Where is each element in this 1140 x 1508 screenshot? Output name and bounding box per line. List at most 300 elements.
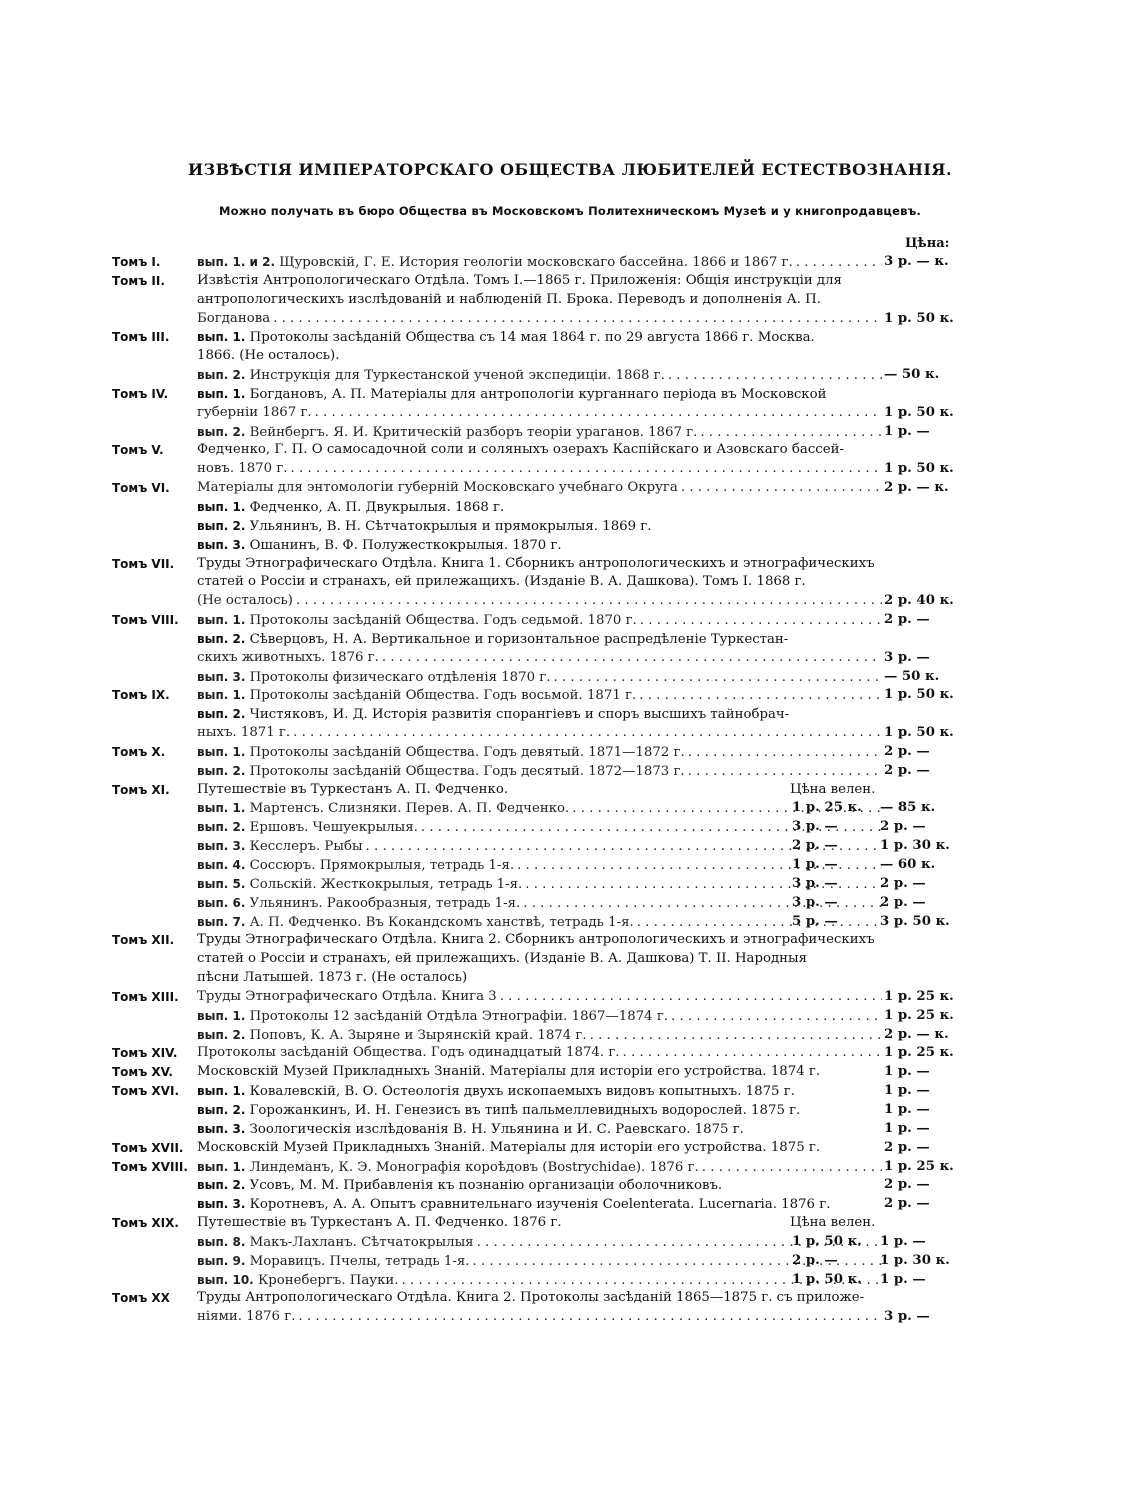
entry-text-fill: [197, 896, 523, 911]
entry-text-fill: [197, 1028, 590, 1043]
price-vellum: 1 р. —: [880, 1233, 926, 1249]
list-item: [0, 818, 1140, 837]
list-item: [0, 253, 1140, 272]
price: 1 р. 25 к.: [884, 1007, 954, 1023]
entry-title: скихъ животныхъ. 1876 г.: [197, 649, 379, 665]
list-item: [0, 555, 1140, 574]
volume-list: [0, 253, 1140, 1327]
entry-text-fill: [197, 764, 688, 779]
issue-label: вып. 1.: [197, 1159, 246, 1174]
entry-title: Макъ-Лахланъ. Сѣтчатокрылыя: [245, 1234, 474, 1250]
entry-title: Чистяковъ, И. Д. Исторія развитія спорангіевъ и споръ высшихъ тайнобрач-: [245, 707, 790, 723]
issue-label: вып. 1.: [197, 744, 246, 759]
list-item: [0, 404, 1140, 423]
entry-text-fill: [197, 461, 291, 476]
list-item: [0, 517, 1140, 536]
entry-title: Ульянинъ. Ракообразныя, тетрадь 1-я.: [245, 895, 521, 911]
volume-label: Томъ VIII.: [112, 613, 179, 628]
entry-text: [197, 818, 882, 838]
entry-title: Протоколы засѣданій Общества съ 14 мая 1864 г. по 29 августа 1866 г. Москва.: [245, 330, 815, 346]
price: — 50 к.: [884, 668, 940, 684]
entry-text: [197, 1176, 974, 1196]
page-subtitle: Можно получать въ бюро Общества въ Московскомъ Политехническомъ Музеѣ и у книгопродавцевъ.: [218, 204, 922, 218]
issue-label: вып. 3.: [197, 669, 246, 684]
list-item: [0, 1101, 1140, 1120]
entry-text: [197, 1158, 882, 1178]
list-item: [0, 1308, 1140, 1327]
price-regular: 1 р. 50 к.: [792, 1233, 862, 1249]
list-item: [0, 536, 1140, 555]
entry-title: Протоколы физическаго отдѣленія 1870 г.: [245, 669, 551, 685]
volume-label: Томъ VII.: [112, 556, 175, 571]
entry-title: новъ. 1870 г.: [197, 461, 288, 477]
entry-text-fill: [197, 670, 553, 685]
issue-label: вып. 2.: [197, 1178, 246, 1193]
price-regular: 2 р. —: [792, 838, 838, 854]
page-title: ИЗВѢСТІЯ ИМПЕРАТОРСКАГО ОБЩЕСТВА ЛЮБИТЕЛЕЙ ЕСТЕСТВОЗНАНІЯ.: [187, 160, 953, 179]
entry-text: [197, 762, 882, 782]
entry-text: [197, 705, 974, 725]
vellum-price-header: Цѣна велен.: [790, 1215, 876, 1231]
entry-title: Труды Этнографическаго Отдѣла. Книга 1. Сборникъ антропологическихъ и этнографическихъ: [197, 555, 875, 571]
entry-text-fill: [197, 480, 681, 495]
entry-title: Путешествіе въ Туркестанъ А. П. Федченко. 1876 г.: [197, 1215, 562, 1231]
price-regular: 1 р. —: [792, 857, 838, 872]
entry-text-fill: [197, 405, 315, 420]
entry-text: [197, 988, 882, 1007]
list-item: [0, 1233, 1140, 1252]
entry-title: Поповъ, К. А. Зыряне и Зырянскій край. 1874 г.: [245, 1027, 587, 1043]
entry-text: [197, 1101, 974, 1121]
list-item: [0, 894, 1140, 913]
price: 2 р. —: [884, 1139, 930, 1155]
entry-title: Московскій Музей Прикладныхъ Знаній. Матеріалы для исторіи его устройства. 1874 г.: [197, 1064, 821, 1080]
entry-text-fill: [197, 858, 517, 873]
entry-title: Усовъ, М. М. Прибавленія къ познанію организаціи оболочниковъ.: [245, 1178, 723, 1194]
entry-text-fill: [197, 1160, 702, 1175]
volume-label: Томъ XIX.: [112, 1216, 179, 1231]
price: 3 р. — к.: [884, 254, 949, 269]
list-item: [0, 1044, 1140, 1063]
list-item: [0, 385, 1140, 404]
price-vellum: 1 р. —: [880, 1271, 926, 1287]
entry-title: Кесслеръ. Рыбы: [245, 839, 363, 855]
list-item: [0, 441, 1140, 460]
volume-label: Томъ IV.: [112, 386, 169, 401]
price-regular: 5 р. —: [792, 913, 838, 929]
entry-text: [197, 1063, 974, 1082]
list-item: [0, 969, 1140, 988]
price-regular: 3 р. —: [792, 819, 838, 835]
entry-text: [197, 1044, 882, 1063]
issue-label: вып. 1.: [197, 1008, 246, 1023]
price-regular: 1 р. 50 к.: [792, 1271, 862, 1287]
entry-text: [197, 1007, 882, 1027]
entry-text-fill: [197, 725, 293, 740]
entry-text-fill: [197, 820, 421, 835]
entry-text: [197, 347, 974, 366]
entry-text-fill: [197, 915, 637, 930]
entry-title: Соссюръ. Прямокрылыя, тетрадь 1-я.: [245, 858, 515, 873]
entry-text: [197, 894, 882, 914]
issue-label: вып. 8.: [197, 1234, 246, 1249]
entry-text: [197, 1120, 974, 1140]
entry-text-fill: [197, 688, 639, 703]
entry-text-fill: [197, 839, 366, 854]
volume-label: Томъ XIII.: [112, 989, 179, 1004]
volume-label: Томъ XIV.: [112, 1046, 178, 1061]
entry-text: [197, 969, 974, 988]
list-item: [0, 1082, 1140, 1101]
issue-label: вып. 6.: [197, 895, 246, 910]
issue-label: вып. 2.: [197, 820, 246, 835]
entry-text: [197, 328, 974, 348]
price: 1 р. 50 к.: [884, 310, 954, 326]
list-item: [0, 1007, 1140, 1026]
entry-title: Линдеманъ, К. Э. Монографія короѣдовъ (Bostrychidae). 1876 г.: [245, 1159, 699, 1175]
entry-text: [197, 1252, 882, 1272]
entry-text: [197, 573, 974, 592]
list-item: [0, 743, 1140, 762]
price: 1 р. —: [884, 1083, 930, 1099]
entry-text: [197, 1308, 882, 1327]
entry-title: Московскій Музей Прикладныхъ Знаній. Матеріалы для исторіи его устройства. 1875 г.: [197, 1139, 821, 1155]
entry-title: Зоологическія изслѣдованія В. Н. Ульянина и И. С. Раевскаго. 1875 г.: [245, 1121, 744, 1137]
volume-label: Томъ XVIII.: [112, 1159, 188, 1174]
list-item: [0, 1271, 1140, 1290]
issue-label: вып. 4.: [197, 858, 246, 872]
entry-title: Федченко, А. П. Двукрылыя. 1868 г.: [245, 499, 505, 515]
entry-text: [197, 272, 974, 291]
list-item: [0, 460, 1140, 479]
entry-text: [197, 310, 882, 329]
price: 2 р. — к.: [884, 1026, 949, 1042]
entry-text-fill: [197, 255, 796, 270]
list-item: [0, 592, 1140, 611]
entry-title: Богданова: [197, 310, 271, 326]
entry-text: [197, 1289, 974, 1308]
entry-text: [197, 592, 882, 611]
list-item: [0, 573, 1140, 592]
list-item: [0, 347, 1140, 366]
entry-text: [197, 404, 882, 423]
entry-text: [197, 799, 882, 819]
price-column-header: Цѣна:: [905, 236, 950, 251]
price-vellum: 2 р. —: [880, 875, 926, 891]
price: 2 р. —: [884, 612, 930, 628]
entry-text-fill: [197, 877, 525, 892]
entry-text-fill: [197, 425, 700, 440]
list-item: [0, 686, 1140, 705]
list-item: [0, 366, 1140, 385]
volume-label: Томъ III.: [112, 330, 170, 345]
entry-text-fill: [197, 1273, 402, 1288]
price: 1 р. —: [884, 1101, 930, 1117]
volume-label: Томъ XI.: [112, 782, 170, 797]
issue-label: вып. 3.: [197, 1197, 246, 1212]
list-item: [0, 1289, 1140, 1308]
entry-text: [197, 253, 882, 273]
entry-title: губерніи 1867 г.: [197, 404, 312, 420]
issue-label: вып. 1. и 2.: [197, 255, 276, 269]
volume-label: Томъ II.: [112, 273, 165, 288]
entry-title: Протоколы засѣданій Общества. Годъ девятый. 1871—1872 г.: [245, 744, 685, 760]
price-regular: 1 р. 25 к.: [792, 800, 862, 816]
entry-title: ныхъ. 1871 г.: [197, 725, 291, 741]
entry-text-fill: [197, 650, 382, 665]
issue-label: вып. 9.: [197, 1253, 246, 1268]
issue-label: вып. 2.: [197, 1027, 246, 1042]
issue-label: вып. 1.: [197, 613, 246, 628]
issue-label: вып. 3.: [197, 1121, 246, 1136]
entry-text: [197, 686, 882, 706]
list-item: [0, 1158, 1140, 1177]
entry-title: Протоколы засѣданій Общества. Годъ седьмой. 1870 г.: [245, 613, 637, 629]
list-item: [0, 1214, 1140, 1233]
price: 2 р. —: [884, 762, 930, 778]
price: 1 р. 50 к.: [884, 461, 954, 477]
entry-title: Труды Антропологическаго Отдѣла. Книга 2. Протоколы засѣданій 1865—1875 г. съ приложе-: [197, 1290, 865, 1306]
issue-label: вып. 2.: [197, 368, 246, 383]
price-vellum: — 85 к.: [880, 800, 936, 816]
entry-title: Коротневъ, А. А. Опытъ сравнительнаго изученія Coelenterata. Lucernaria. 1876 г.: [245, 1197, 831, 1213]
price: 1 р. —: [884, 1120, 930, 1136]
list-item: [0, 310, 1140, 329]
list-item: [0, 498, 1140, 517]
entry-text: [197, 1233, 882, 1253]
entry-text: [197, 291, 974, 310]
entry-title: Федченко, Г. П. О самосадочной соли и соляныхъ озерахъ Каспійскаго и Азовскаго бассей-: [197, 442, 844, 458]
price-vellum: — 60 к.: [880, 857, 936, 872]
issue-label: вып. 1.: [197, 330, 246, 345]
entry-text: [197, 875, 882, 895]
entry-text-fill: [197, 593, 296, 608]
entry-title: Протоколы засѣданій Общества. Годъ десятый. 1872—1873 г.: [245, 763, 685, 779]
price: 2 р. —: [884, 1177, 930, 1193]
price: 2 р. — к.: [884, 480, 949, 496]
list-item: [0, 423, 1140, 442]
entry-text: [197, 555, 974, 574]
entry-text: [197, 385, 974, 405]
list-item: [0, 1139, 1140, 1158]
entry-text-fill: [197, 1235, 477, 1250]
entry-title: Сольскій. Жесткокрылыя, тетрадь 1-я.: [245, 876, 523, 892]
entry-title: ніями. 1876 г.: [197, 1309, 296, 1325]
price-regular: 2 р. —: [792, 1252, 838, 1268]
entry-text: [197, 837, 882, 857]
list-item: [0, 913, 1140, 932]
entry-title: антропологическихъ изслѣдованій и наблюденій П. Брока. Переводъ и дополненія А. П.: [197, 291, 821, 307]
entry-title: Богдановъ, А. П. Матеріалы для антропологіи курганнаго періода въ Московской: [245, 386, 827, 402]
list-item: [0, 630, 1140, 649]
price: 3 р. —: [884, 1309, 930, 1325]
entry-title: статей о Россіи и странахъ, ей прилежащихъ. (Изданіе В. А. Дашкова) Т. II. Народныя: [197, 951, 808, 967]
vellum-price-header: Цѣна велен.: [790, 781, 876, 797]
entry-text: [197, 441, 974, 460]
entry-text: [197, 479, 882, 498]
issue-label: вып. 5.: [197, 876, 246, 891]
list-item: [0, 875, 1140, 894]
entry-text: [197, 1139, 974, 1158]
price: 1 р. 25 к.: [884, 1158, 954, 1174]
list-item: [0, 611, 1140, 630]
entry-title: (Не осталось): [197, 593, 293, 609]
volume-label: Томъ V.: [112, 443, 164, 458]
entry-title: Труды Этнографическаго Отдѣла. Книга 2. Сборникъ антропологическихъ и этнографическихъ: [197, 932, 875, 948]
entry-title: Ковалевскій, В. О. Остеологія двухъ ископаемыхъ видовъ копытныхъ. 1875 г.: [245, 1084, 795, 1100]
issue-label: вып. 1.: [197, 801, 246, 816]
volume-label: Томъ VI.: [112, 481, 170, 496]
entry-title: Инструкція для Туркестанской ученой экспедиціи. 1868 г.: [245, 368, 665, 384]
list-item: [0, 705, 1140, 724]
volume-label: Томъ XII.: [112, 933, 175, 948]
price: 1 р. 25 к.: [884, 1045, 954, 1061]
entry-title: Путешествіе въ Туркестанъ А. П. Федченко.: [197, 781, 509, 797]
price-vellum: 2 р. —: [880, 819, 926, 835]
entry-title: Матеріалы для энтомологіи губерній Московскаго учебнаго Округа: [197, 480, 678, 496]
issue-label: вып. 7.: [197, 914, 246, 929]
entry-text-fill: [197, 1254, 472, 1269]
entry-text-fill: [197, 1009, 671, 1024]
volume-label: Томъ XVI.: [112, 1084, 179, 1099]
entry-text: [197, 536, 974, 556]
list-item: [0, 799, 1140, 818]
price: — 50 к.: [884, 367, 940, 383]
price-regular: 3 р. —: [792, 875, 838, 891]
entry-title: Извѣстія Антропологическаго Отдѣла. Томъ I.—1865 г. Приложенія: Общія инструкціи для: [197, 272, 842, 288]
issue-label: вып. 2.: [197, 763, 246, 778]
entry-text: [197, 1195, 974, 1215]
issue-label: вып. 1.: [197, 499, 246, 514]
issue-label: вып. 1.: [197, 386, 246, 401]
entry-title: Щуровскій, Г. Е. История геологіи московскаго бассейна. 1866 и 1867 г.: [275, 255, 793, 270]
entry-text: [197, 856, 882, 876]
price-vellum: 3 р. 50 к.: [880, 913, 950, 929]
list-item: [0, 1176, 1140, 1195]
issue-label: вып. 2.: [197, 631, 246, 646]
entry-title: 1866. (Не осталось).: [197, 348, 340, 364]
entry-text-fill: [197, 1045, 623, 1060]
price: 1 р. 50 к.: [884, 725, 954, 741]
entry-title: Мартенсъ. Слизняки. Перев. А. П. Федченко.: [245, 801, 570, 817]
issue-label: вып. 1.: [197, 1084, 246, 1099]
entry-text-fill: [197, 368, 668, 383]
price-regular: 3 р. —: [792, 894, 838, 910]
entry-text-fill: [197, 989, 500, 1004]
entry-text: [197, 517, 974, 537]
entry-text: [197, 913, 882, 933]
list-item: [0, 724, 1140, 743]
entry-title: Ульянинъ, В. Н. Сѣтчатокрылыя и прямокрылыя. 1869 г.: [245, 518, 652, 534]
price: 1 р. 50 к.: [884, 404, 954, 420]
entry-text: [197, 1026, 882, 1046]
entry-title: Вейнбергъ. Я. И. Критическій разборъ теоріи ураганов. 1867 г.: [245, 424, 698, 440]
issue-label: вып. 10.: [197, 1272, 254, 1287]
entry-text-fill: [197, 311, 273, 326]
price: 2 р. 40 к.: [884, 593, 954, 609]
list-item: [0, 950, 1140, 969]
list-item: [0, 1195, 1140, 1214]
issue-label: вып. 1.: [197, 688, 246, 703]
list-item: [0, 931, 1140, 950]
issue-label: вып. 2.: [197, 707, 246, 722]
entry-text: [197, 423, 882, 443]
entry-title: Горожанкинъ, И. Н. Генезисъ въ типѣ пальмеллевидныхъ водорослей. 1875 г.: [245, 1102, 801, 1118]
price: 1 р. —: [884, 1064, 930, 1080]
entry-text: [197, 611, 882, 631]
price-vellum: 2 р. —: [880, 894, 926, 910]
list-item: [0, 1026, 1140, 1045]
entry-title: Ошанинъ, В. Ф. Полужесткокрылыя. 1870 г.: [245, 537, 562, 553]
entry-title: Протоколы засѣданій Общества. Годъ одинадцатый 1874. г.: [197, 1045, 620, 1061]
price: 2 р. —: [884, 743, 930, 759]
price: 3 р. —: [884, 649, 930, 665]
entry-text-fill: [197, 1309, 298, 1324]
entry-text: [197, 649, 882, 668]
volume-label: Томъ XVII.: [112, 1140, 184, 1155]
entry-text: [197, 630, 974, 650]
list-item: [0, 272, 1140, 291]
volume-label: Томъ I.: [112, 255, 161, 269]
entry-text: [197, 1082, 974, 1102]
entry-text: [197, 366, 882, 386]
list-item: [0, 291, 1140, 310]
entry-text: [197, 668, 882, 688]
list-item: [0, 762, 1140, 781]
volume-label: Томъ X.: [112, 744, 166, 759]
price: 2 р. —: [884, 1196, 930, 1212]
entry-text: [197, 931, 974, 950]
entry-text: [197, 724, 882, 743]
volume-label: Томъ IX.: [112, 688, 170, 703]
price: 1 р. 25 к.: [884, 988, 954, 1004]
issue-label: вып. 3.: [197, 839, 246, 854]
price: 1 р. 50 к.: [884, 687, 954, 703]
entry-text: [197, 460, 882, 479]
volume-label: Томъ XV.: [112, 1065, 173, 1080]
entry-title: Ершовъ. Чешуекрылыя.: [245, 820, 418, 836]
price-vellum: 1 р. 30 к.: [880, 1252, 950, 1268]
entry-text-fill: [197, 745, 688, 760]
entry-title: Моравицъ. Пчелы, тетрадь 1-я.: [245, 1253, 470, 1269]
volume-label: Томъ XX: [112, 1291, 170, 1306]
list-item: [0, 1120, 1140, 1139]
list-item: [0, 1063, 1140, 1082]
issue-label: вып. 2.: [197, 424, 246, 439]
entry-title: Кронебергъ. Пауки.: [253, 1272, 399, 1288]
entry-text-fill: [197, 801, 572, 816]
entry-title: Труды Этнографическаго Отдѣла. Книга 3: [197, 988, 497, 1004]
price: 1 р. —: [884, 423, 930, 439]
entry-title: Протоколы засѣданій Общества. Годъ восьмой. 1871 г.: [245, 688, 637, 704]
list-item: [0, 328, 1140, 347]
list-item: [0, 649, 1140, 668]
entry-text: [197, 1271, 882, 1291]
issue-label: вып. 2.: [197, 518, 246, 533]
entry-text: [197, 950, 974, 969]
entry-text: [197, 743, 882, 763]
entry-text: [197, 498, 974, 518]
list-item: [0, 837, 1140, 856]
entry-text-fill: [197, 613, 640, 628]
entry-title: А. П. Федченко. Въ Кокандскомъ ханствѣ, тетрадь 1-я.: [245, 914, 634, 930]
list-item: [0, 668, 1140, 687]
list-item: [0, 1252, 1140, 1271]
list-item: [0, 856, 1140, 875]
issue-label: вып. 2.: [197, 1102, 246, 1117]
entry-title: Протоколы 12 засѣданій Отдѣла Этнографіи. 1867—1874 г.: [245, 1008, 669, 1024]
list-item: [0, 479, 1140, 498]
